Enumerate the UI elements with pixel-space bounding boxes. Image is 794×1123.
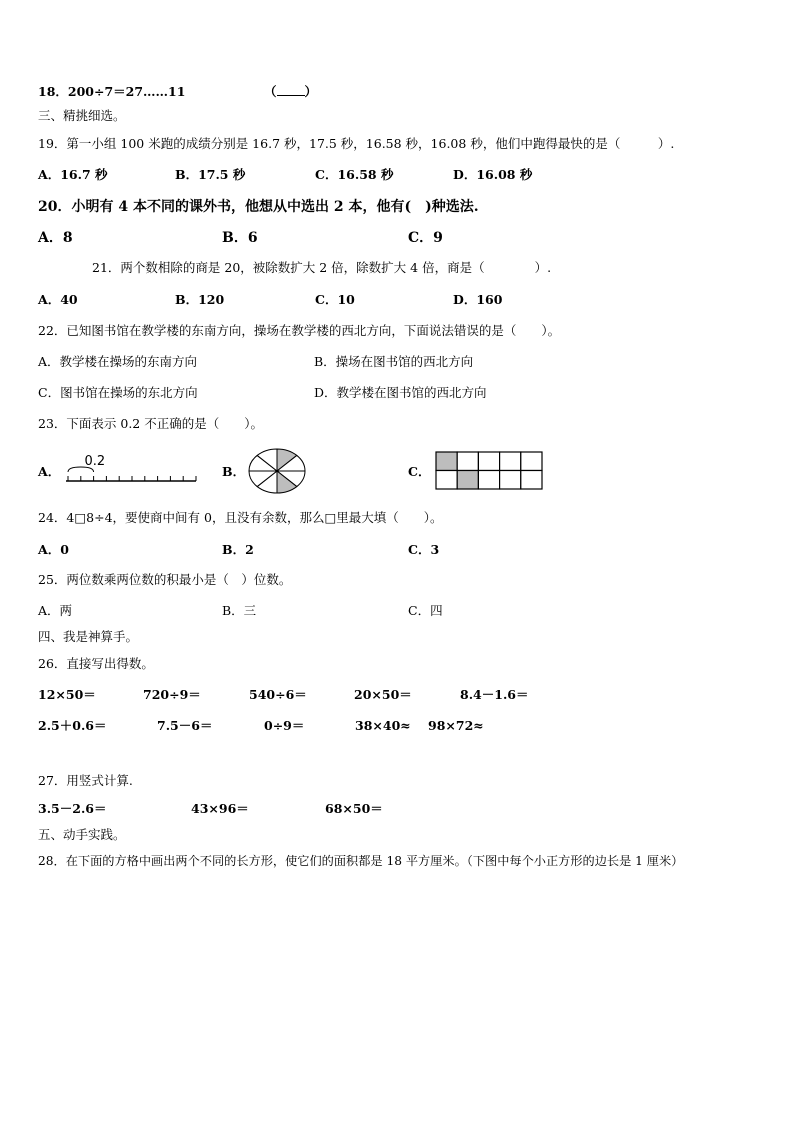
question-18 xyxy=(38,84,185,100)
option-23-c[interactable]: C． xyxy=(408,464,431,479)
option-24-c[interactable]: C．3 xyxy=(408,542,440,557)
calc-item: 2.5＋0.6＝ xyxy=(38,718,107,733)
option-19-c[interactable]: C．16.58 秒 xyxy=(315,167,394,182)
question-25-stem: 25．两位数乘两位数的积最小是（ ）位数。 xyxy=(38,572,292,587)
option-25-a[interactable]: A．两 xyxy=(38,603,73,618)
section-4-heading: 四、我是神算手。 xyxy=(38,629,139,644)
section-5-heading: 五、动手实践。 xyxy=(38,827,126,842)
question-23-stem: 23．下面表示 0.2 不正确的是（ ）。 xyxy=(38,416,263,431)
grid-cell xyxy=(457,452,478,471)
option-22-a[interactable]: A．教学楼在操场的东南方向 xyxy=(38,354,198,369)
question-26-stem: 26．直接写出得数。 xyxy=(38,656,154,671)
number-line-label: 0.2 xyxy=(84,454,106,469)
section-3-heading: 三、精挑细选。 xyxy=(38,108,126,123)
circle-fraction-figure xyxy=(246,447,308,495)
calc-item: 0÷9＝ xyxy=(264,718,305,733)
question-27-stem: 27．用竖式计算. xyxy=(38,773,133,788)
option-19-a[interactable]: A．16.7 秒 xyxy=(38,167,108,182)
calc-item: 98×72≈ xyxy=(428,718,484,733)
option-23-a[interactable]: A． xyxy=(38,464,61,479)
option-19-d[interactable]: D．16.08 秒 xyxy=(453,167,533,182)
option-22-d[interactable]: D．教学楼在图书馆的西北方向 xyxy=(314,385,487,400)
option-22-c[interactable]: C．图书馆在操场的东北方向 xyxy=(38,385,198,400)
option-20-b[interactable]: B．6 xyxy=(222,230,258,246)
question-22-stem: 22．已知图书馆在教学楼的东南方向，操场在教学楼的西北方向，下面说法错误的是（ ）。 xyxy=(38,323,561,338)
question-21-stem: 21．两个数相除的商是 20，被除数扩大 2 倍，除数扩大 4 倍，商是（ ）. xyxy=(92,260,552,275)
option-21-d[interactable]: D．160 xyxy=(453,292,503,307)
answer-blank[interactable] xyxy=(277,85,305,96)
option-24-a[interactable]: A．0 xyxy=(38,542,69,557)
option-23-b[interactable]: B． xyxy=(222,464,246,479)
number-line-figure xyxy=(62,450,200,486)
grid-cell xyxy=(457,471,478,490)
grid-cell xyxy=(478,471,499,490)
calc-item: 38×40≈ xyxy=(355,718,411,733)
vertical-calc-item: 3.5－2.6＝ xyxy=(38,801,107,816)
grid-cell xyxy=(500,471,521,490)
question-18-text: 18．200÷7＝27……11 xyxy=(38,84,186,99)
vertical-calc-item: 68×50＝ xyxy=(325,801,383,816)
grid-cell xyxy=(521,452,542,471)
calc-item: 8.4－1.6＝ xyxy=(460,687,529,702)
answer-bracket: （ ） xyxy=(264,84,318,99)
option-20-c[interactable]: C．9 xyxy=(408,230,443,246)
option-21-c[interactable]: C．10 xyxy=(315,292,355,307)
option-21-b[interactable]: B．120 xyxy=(175,292,225,307)
question-24-stem: 24．4□8÷4，要使商中间有 0，且没有余数，那么□里最大填（ ）。 xyxy=(38,510,443,525)
vertical-calc-item: 43×96＝ xyxy=(191,801,249,816)
grid-cell xyxy=(436,471,457,490)
calc-item: 540÷6＝ xyxy=(249,687,307,702)
question-28-stem: 28．在下面的方格中画出两个不同的长方形，使它们的面积都是 18 平方厘米。（下图中每个小正方形的边长是 1 厘米） xyxy=(38,854,684,868)
option-25-b[interactable]: B．三 xyxy=(222,603,257,618)
option-21-a[interactable]: A．40 xyxy=(38,292,78,307)
calc-item: 720÷9＝ xyxy=(143,687,201,702)
grid-cell xyxy=(521,471,542,490)
grid-fraction-figure xyxy=(435,451,545,491)
question-20-stem: 20．小明有 4 本不同的课外书，他想从中选出 2 本，他有( )种选法. xyxy=(38,199,479,215)
grid-cell xyxy=(500,452,521,471)
option-19-b[interactable]: B．17.5 秒 xyxy=(175,167,246,182)
grid-cell xyxy=(436,452,457,471)
option-25-c[interactable]: C．四 xyxy=(408,603,443,618)
grid-cell xyxy=(478,452,499,471)
calc-item: 7.5－6＝ xyxy=(157,718,213,733)
option-20-a[interactable]: A．8 xyxy=(38,230,73,246)
question-19-stem: 19．第一小组 100 米跑的成绩分别是 16.7 秒，17.5 秒，16.58 秒，16.08 秒，他们中跑得最快的是（ ）. xyxy=(38,136,675,151)
option-22-b[interactable]: B．操场在图书馆的西北方向 xyxy=(314,354,474,369)
calc-item: 20×50＝ xyxy=(354,687,412,702)
option-24-b[interactable]: B．2 xyxy=(222,542,254,557)
calc-item: 12×50＝ xyxy=(38,687,96,702)
